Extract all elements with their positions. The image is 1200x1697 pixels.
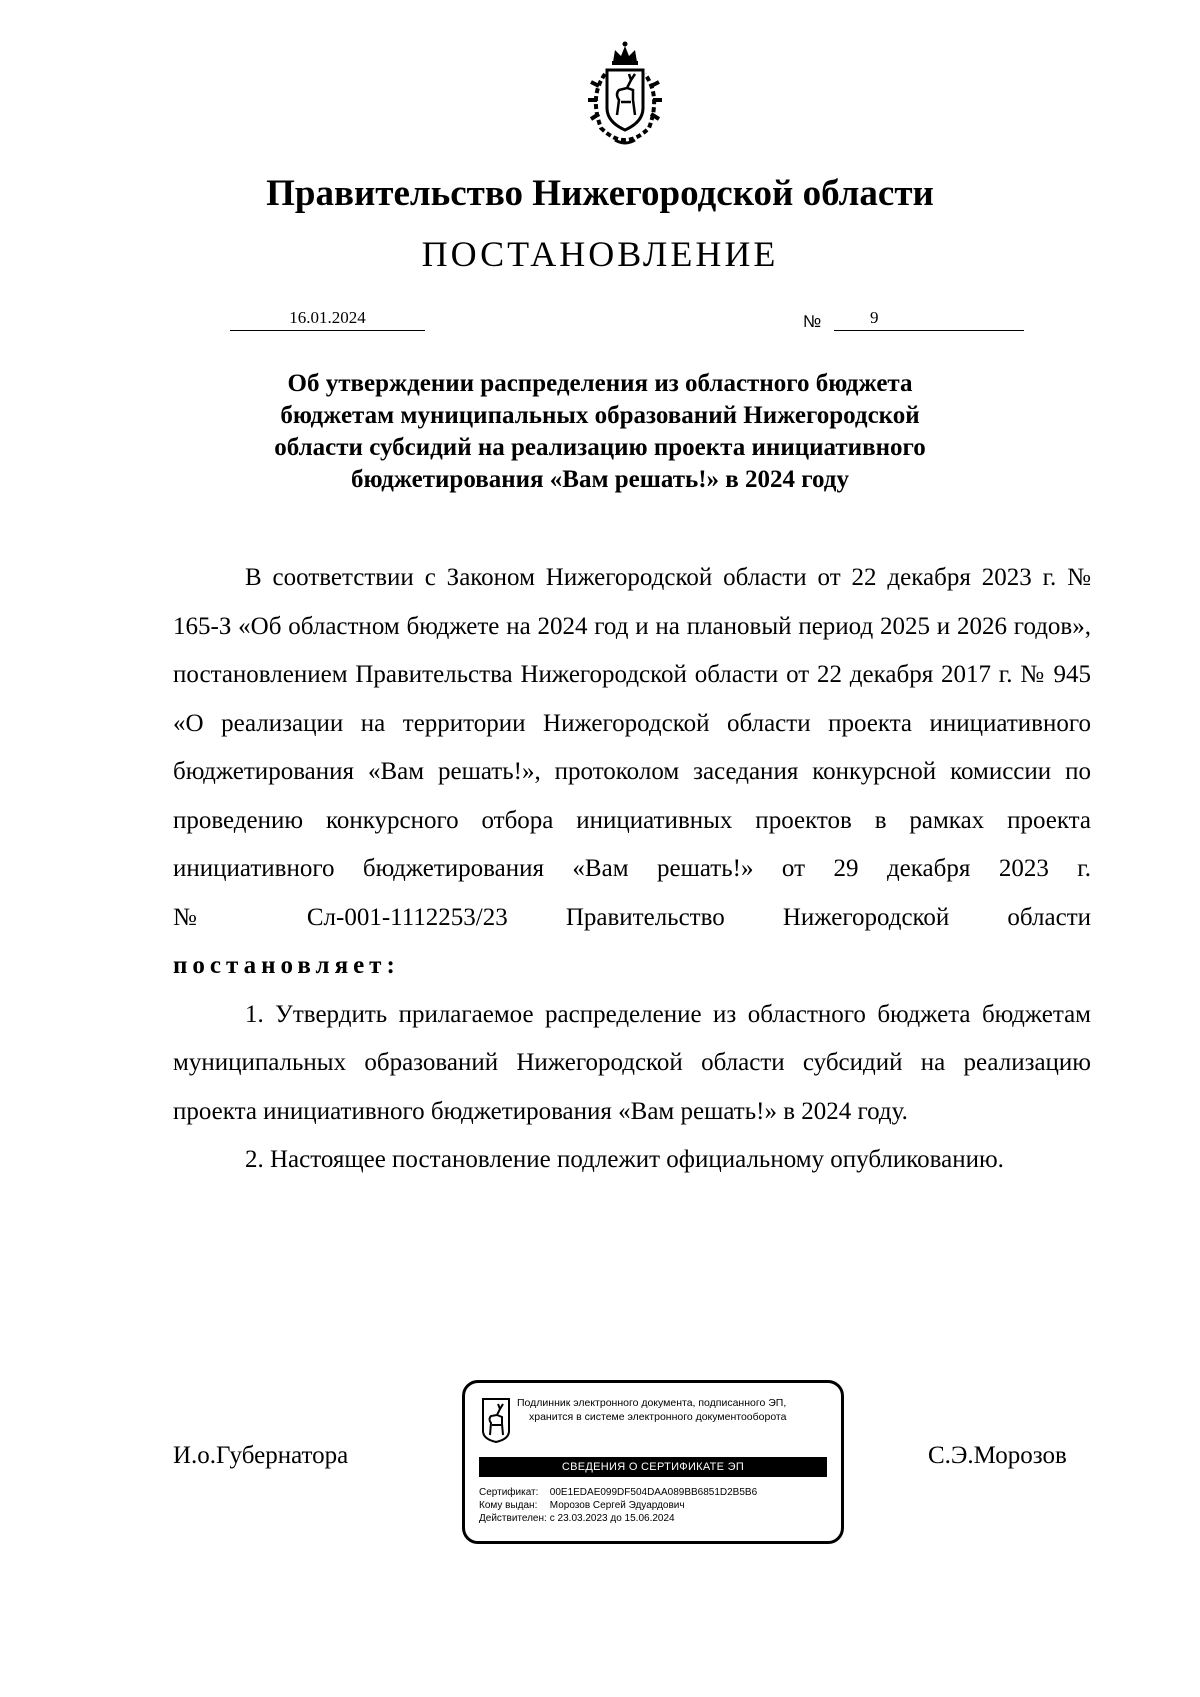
preamble-paragraph: В соответствии с Законом Нижегородской области от 22 декабря 2023 г. № 165-З «Об областном бюджете на 2024 год и на плановый период 2025 и 2026 годов», постановлением Правительства Нижегородской области от 22 декабря 2017 г. № 945 «О реализации на территории Нижегородской области проекта инициативного бюджетирования «Вам решать!», протоколом заседания конкурсной комиссии по проведению конкурсного отбора инициативных проектов в рамках проекта инициативного бюджетирования «Вам решать!» от 29 декабря 2023 г. xyxy=(173,564,1091,882)
item-2-paragraph: 2. Настоящее постановление подлежит официальному опубликованию. xyxy=(245,1146,1004,1173)
certificate-details xyxy=(479,1486,829,1525)
resolves-line xyxy=(173,942,1091,991)
issued-to: Морозов Сергей Эдуардович xyxy=(549,1500,685,1511)
deer-emblem-icon xyxy=(481,1397,511,1443)
item-1-paragraph: 1. Утвердить прилагаемое распределение из областного бюджета бюджетам муниципальных образований Нижегородской области субсидий на реализацию проекта инициативного бюджетирования «Вам решать!» в 2024 году. xyxy=(173,1000,1091,1125)
subject-line: Об утверждении распределения из областного бюджета xyxy=(287,370,913,397)
valid-row xyxy=(479,1512,829,1525)
number-sign: № xyxy=(803,312,822,331)
subject-line: бюджетирования «Вам решать!» в 2024 году xyxy=(351,466,849,493)
document-subject xyxy=(230,368,970,496)
document-type: ПОСТАНОВЛЕНИЕ xyxy=(421,234,779,274)
government-title: Правительство Нижегородской области xyxy=(266,173,934,214)
subject-line: бюджетам муниципальных образований Нижегородской xyxy=(280,402,920,429)
issued-row xyxy=(479,1499,829,1512)
coat-of-arms-icon xyxy=(575,40,675,148)
subject-line: области субсидий на реализацию проекта инициативного xyxy=(274,434,926,461)
certificate-label: Сертификат: xyxy=(479,1487,539,1498)
resolves-word: постановляет: xyxy=(173,952,400,979)
certificate-serial: 00E1EDAE099DF504DAA089BB6851D2B5B6 xyxy=(549,1487,758,1498)
signatory-name: С.Э.Морозов xyxy=(928,1442,1067,1469)
issued-label: Кому выдан: xyxy=(479,1500,538,1511)
notice-line: Подлинник электронного документа, подписанного ЭП, xyxy=(517,1397,787,1409)
certificate-row xyxy=(479,1486,829,1499)
valid-label: Действителен: xyxy=(479,1513,547,1524)
certificate-notice xyxy=(517,1396,837,1424)
document-date: 16.01.2024 xyxy=(230,306,425,331)
valid-period: с 23.03.2023 до 15.06.2024 xyxy=(549,1513,675,1524)
protocol-line: № Сл-001-1112253/23 Правительство Нижегородской области xyxy=(173,903,1091,931)
document-body xyxy=(173,554,1091,1185)
signatory-role: И.о.Губернатора xyxy=(173,1442,349,1469)
document-number: 9 xyxy=(834,306,1024,331)
e-signature-stamp xyxy=(462,1380,844,1544)
notice-line: хранится в системе электронного документооборота xyxy=(529,1411,787,1423)
certificate-bar-title: СВЕДЕНИЯ О СЕРТИФИКАТЕ ЭП xyxy=(479,1457,827,1477)
